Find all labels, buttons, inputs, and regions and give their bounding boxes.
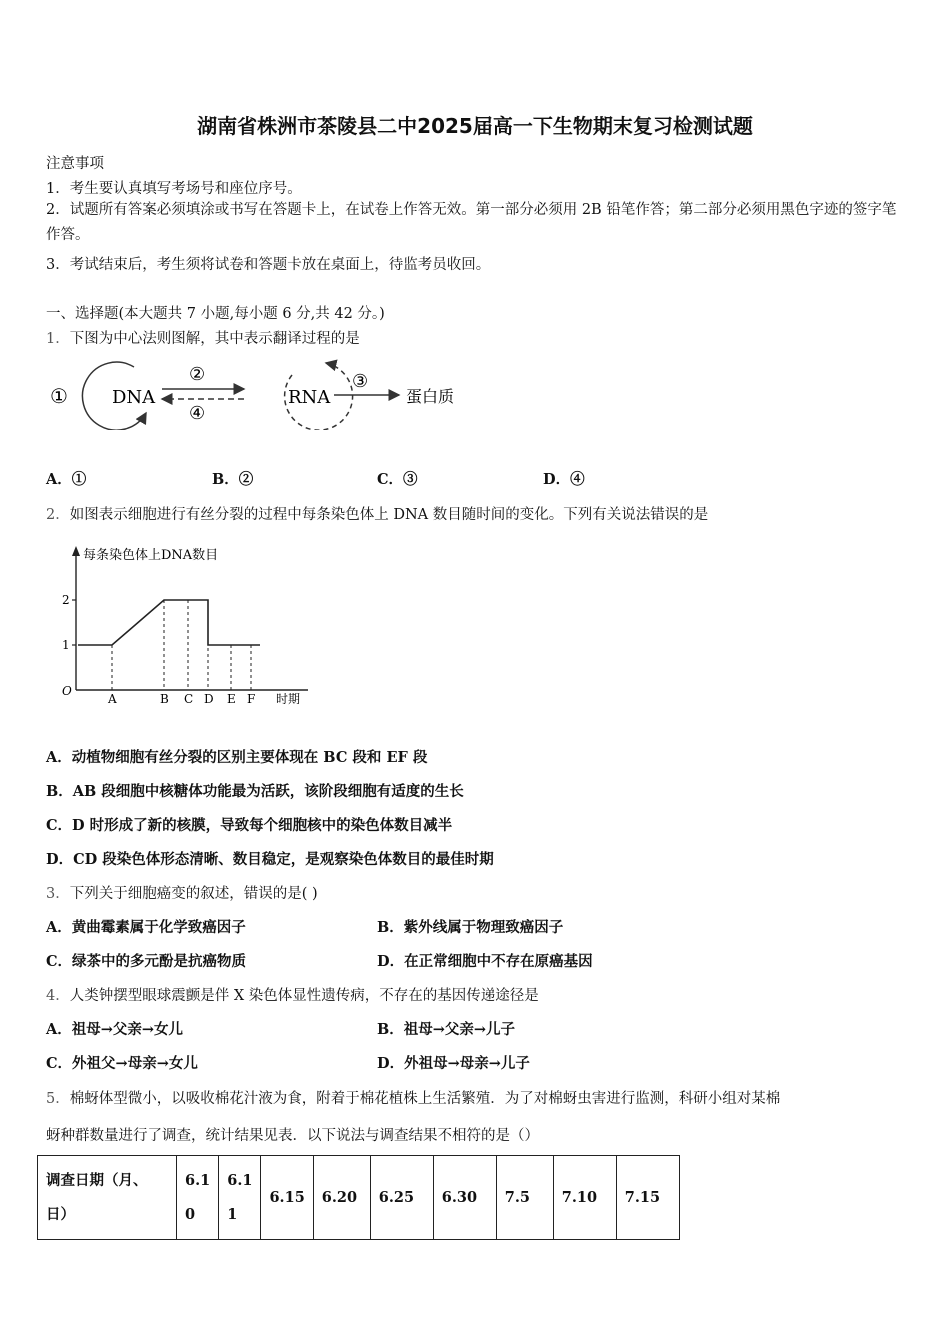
table-cell-date-3: 6.15 xyxy=(261,1156,313,1240)
table-cell-date-6: 6.30 xyxy=(433,1156,496,1240)
q3-option-b-text: B．紫外线属于物理致癌因子 xyxy=(377,919,564,936)
header-line2: 日） xyxy=(46,1205,75,1223)
table-cell-date-4: 6.20 xyxy=(313,1156,370,1240)
x-tick-label-D: D xyxy=(204,692,214,706)
q2-option-a[interactable]: A．动植物细胞有丝分裂的区别主要体现在 BC 段和 EF 段 xyxy=(46,749,428,766)
y-axis-label: 每条染色体上DNA数目 xyxy=(83,548,219,563)
question-5 xyxy=(46,1087,780,1108)
q3-option-c-text: C．绿茶中的多元酚是抗癌物质 xyxy=(46,953,247,970)
question-number: 5． xyxy=(46,1091,70,1107)
label-3: ③ xyxy=(352,371,369,392)
x-tick-label-B: B xyxy=(160,692,169,706)
question-number: 1． xyxy=(46,331,70,347)
dna-content-series-line xyxy=(78,600,260,645)
question-stem: 如图表示细胞进行有丝分裂的过程中每条染色体上 DNA 数目随时间的变化。下列有关说法错误的是 xyxy=(69,507,709,523)
notice-item-2: 2．试题所有答案必须填涂或书写在答题卡上，在试卷上作答无效。第一部分必须用 2B 铅笔作答；第二部分必须用黑色字迹的签字笔作答。 xyxy=(46,202,897,243)
question-stem: 下图为中心法则图解，其中表示翻译过程的是 xyxy=(69,331,360,347)
dna-label: DNA xyxy=(112,387,156,408)
rna-label: RNA xyxy=(288,387,331,408)
question-5-line2: 蚜种群数量进行了调查，统计结果见表．以下说法与调查结果不相符的是（） xyxy=(46,1128,539,1144)
table-cell-date-7: 7.5 xyxy=(496,1156,553,1240)
q4-option-b[interactable] xyxy=(377,1018,515,1039)
question-2 xyxy=(46,503,708,524)
notice-heading: 注意事项 xyxy=(46,156,104,172)
q2-option-b[interactable]: B．AB 段细胞中核糖体功能最为活跃，该阶段细胞有适度的生长 xyxy=(46,783,464,800)
q4-option-c-text: C．外祖父→母亲→女儿 xyxy=(46,1055,198,1072)
table-cell-date-1 xyxy=(177,1156,219,1240)
y-tick-label: 1 xyxy=(62,638,70,652)
dna-per-chromosome-chart xyxy=(50,540,320,715)
q4-option-a[interactable] xyxy=(46,1018,183,1039)
notice-item-1: 1．考生要认真填写考场号和座位序号。 xyxy=(46,181,302,197)
table-cell-date-5: 6.25 xyxy=(370,1156,433,1240)
question-3 xyxy=(46,882,318,903)
page-title: 湖南省株洲市茶陵县二中2025届高一下生物期末复习检测试题 xyxy=(197,114,753,138)
header-line1: 调查日期（月、 xyxy=(46,1171,148,1189)
label-2: ② xyxy=(189,364,206,385)
question-stem-line1: 棉蚜体型微小，以吸收棉花汁液为食，附着于棉花植株上生活繁殖．为了对棉蚜虫害进行监测，科研小组对某棉 xyxy=(69,1091,781,1107)
y-axis-arrow xyxy=(72,546,80,556)
table-row xyxy=(38,1156,680,1240)
question-4 xyxy=(46,984,539,1005)
question-number: 3． xyxy=(46,886,70,902)
q4-option-d[interactable] xyxy=(377,1052,530,1073)
question-number: 2． xyxy=(46,507,70,523)
section-heading: 一、选择题(本大题共 7 小题,每小题 6 分,共 42 分。) xyxy=(46,306,385,322)
q1-option-d[interactable]: D．④ xyxy=(543,471,585,488)
central-dogma-diagram xyxy=(44,355,484,430)
x-axis-label: 时期 xyxy=(276,692,301,706)
protein-label: 蛋白质 xyxy=(406,387,455,406)
cell-line1: 6.1 xyxy=(185,1171,211,1189)
table-cell-date-2 xyxy=(219,1156,261,1240)
q2-option-c[interactable]: C．D 时形成了新的核膜，导致每个细胞核中的染色体数目减半 xyxy=(46,817,453,834)
q3-option-b[interactable] xyxy=(377,916,563,937)
origin-label: O xyxy=(62,684,72,698)
q3-option-d[interactable] xyxy=(377,950,593,971)
cell-line1: 6.1 xyxy=(227,1171,253,1189)
label-4: ④ xyxy=(189,403,206,424)
q3-option-a[interactable] xyxy=(46,916,246,937)
q4-option-c[interactable] xyxy=(46,1052,198,1073)
q3-option-a-text: A．黄曲霉素属于化学致癌因子 xyxy=(46,919,246,936)
q1-option-b[interactable]: B．② xyxy=(212,471,254,488)
table-header-date xyxy=(38,1156,177,1240)
q4-option-d-text: D．外祖母→母亲→儿子 xyxy=(377,1055,530,1072)
table-cell-date-8: 7.10 xyxy=(553,1156,616,1240)
notice-item-3: 3．考试结束后，考生须将试卷和答题卡放在桌面上，待监考员收回。 xyxy=(46,257,491,273)
x-tick-label-F: F xyxy=(247,692,256,706)
cell-line2: 0 xyxy=(185,1205,196,1223)
aphid-survey-table xyxy=(37,1155,680,1240)
question-stem: 人类钟摆型眼球震颤是伴 X 染色体显性遗传病，不存在的基因传递途径是 xyxy=(69,988,539,1004)
q3-option-c[interactable] xyxy=(46,950,246,971)
label-1: ① xyxy=(50,384,68,408)
q1-option-a[interactable]: A．① xyxy=(46,471,87,488)
question-stem: 下列关于细胞癌变的叙述，错误的是( ) xyxy=(69,886,318,902)
q3-option-d-text: D．在正常细胞中不存在原癌基因 xyxy=(377,953,593,970)
question-1 xyxy=(46,327,360,348)
cell-line2: 1 xyxy=(227,1205,238,1223)
table-cell-date-9: 7.15 xyxy=(616,1156,679,1240)
q4-option-b-text: B．祖母→父亲→儿子 xyxy=(377,1021,516,1038)
q2-option-d[interactable]: D．CD 段染色体形态清晰、数目稳定，是观察染色体数目的最佳时期 xyxy=(46,851,494,868)
question-number: 4． xyxy=(46,988,70,1004)
x-tick-label-A: A xyxy=(108,692,117,706)
x-tick-label-C: C xyxy=(184,692,194,706)
q4-option-a-text: A．祖母→父亲→女儿 xyxy=(46,1021,184,1038)
y-tick-label: 2 xyxy=(62,593,70,607)
x-tick-label-E: E xyxy=(227,692,236,706)
q1-option-c[interactable]: C．③ xyxy=(377,471,418,488)
